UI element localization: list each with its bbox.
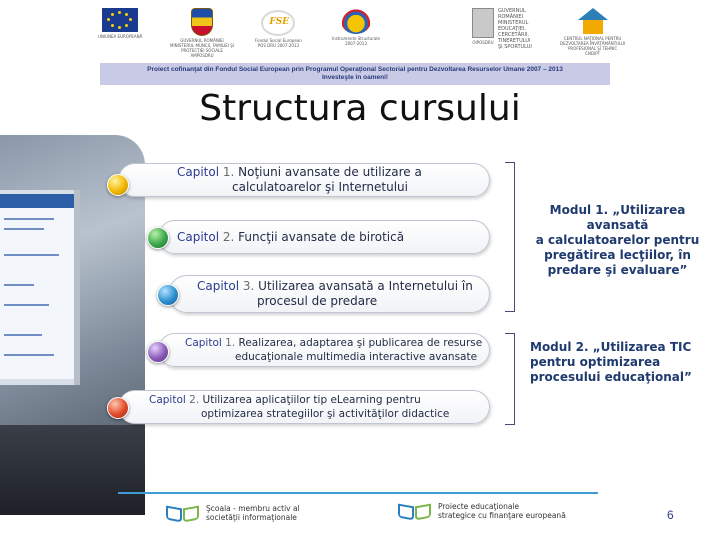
open-book-icon: [398, 501, 432, 521]
ministry-caption: GUVERNUL ROMÂNIEI MINISTERUL MUNCII, FAMILIEI ŞI PROTECŢIEI SOCIALE AMPOSDRU: [170, 38, 234, 58]
fse-logo: [255, 10, 302, 48]
module-2-title: Modul 2. „Utilizarea TIC pentru optimizarea procesului educaţional”: [530, 340, 692, 384]
banner-line-2: Investeşte în oameni!: [321, 74, 389, 81]
gov-edu-logo: [472, 8, 532, 50]
eu-caption: UNIUNEA EUROPEANĂ: [98, 34, 143, 39]
chapter-item: [158, 333, 490, 367]
footer-logo-left: [166, 503, 300, 523]
fse-caption: Fondul Social European POS DRU 2007-2013: [255, 38, 302, 48]
keyboard-icon: [0, 425, 145, 515]
footer-left-text: Şcoala - membru activ al societăţii informaţionale: [206, 504, 300, 522]
cofinancing-banner: [100, 63, 610, 85]
footer-logo-right: [398, 501, 566, 521]
blue-bullet-icon: [157, 284, 179, 306]
module-1-title: Modul 1. „Utilizarea avansată a calculatoarelor pentru pregătirea lecţiilor, în predare şi evaluare”: [535, 203, 700, 277]
cndipt-logo: [560, 8, 625, 56]
house-logo-icon: [578, 8, 608, 34]
chapter-item: [168, 275, 490, 313]
banner-line-1: Proiect cofinanţat din Fondul Social European prin Programul Operaţional Sectorial pentru Dezvoltarea Resurselor Umane 2007 – 2013: [147, 66, 563, 73]
footer-divider: [118, 492, 598, 494]
eu-flag-icon: [102, 8, 138, 32]
structural-instruments-icon: [341, 8, 371, 34]
structural-instruments-logo: [332, 8, 380, 46]
page-number: 6: [667, 508, 674, 522]
footer-right-text: Proiecte educaţionale strategice cu finanţare europeană: [438, 502, 566, 520]
instrumente-caption: Instrumente Structurale 2007-2013: [332, 36, 380, 46]
government-crest-icon: [472, 8, 494, 38]
open-book-icon: [166, 503, 200, 523]
module-2-bracket: [505, 333, 515, 425]
chapter-text: Capitol 2. Funcţii avansate de birotică: [177, 229, 405, 244]
chapter-text: Capitol 3. Utilizarea avansată a Internetului în procesul de predare: [197, 279, 473, 308]
romanian-crest-icon: [191, 8, 213, 36]
fse-logo-icon: [261, 10, 295, 36]
slide-title: Structura cursului: [199, 88, 521, 129]
chapter-item: [118, 390, 490, 424]
monitor-icon: [0, 190, 80, 385]
gov-edu-text: GUVERNUL ROMÂNIEI MINISTERUL EDUCAŢIEI, CERCETĂRII, TINERETULUI ŞI SPORTULUI: [498, 8, 532, 50]
chapter-text: Capitol 1. Realizarea, adaptarea şi publicarea de resurse educaţionale multimedia interactive avansate: [185, 337, 483, 363]
green-bullet-icon: [147, 227, 169, 249]
eu-logo: [98, 8, 142, 39]
chapter-item: [158, 220, 490, 254]
ministry-logo: [170, 8, 234, 58]
chapter-text: Capitol 1. Noţiuni avansate de utilizare a calculatoarelor şi Internetului: [177, 165, 422, 194]
gov-edu-caption: OIPOSDRU: [472, 40, 494, 45]
red-bullet-icon: [107, 397, 129, 419]
chapter-item: [118, 163, 490, 197]
yellow-bullet-icon: [107, 174, 129, 196]
module-1-bracket: [505, 162, 515, 312]
chapter-text: Capitol 2. Utilizarea aplicaţiilor tip eLearning pentru optimizarea strategiilor şi activităţilor didactice: [149, 394, 450, 420]
cndipt-caption: CENTRUL NAŢIONAL PENTRU DEZVOLTAREA ÎNVĂŢĂMÂNTULUI PROFESIONAL ŞI TEHNIC CNDIPT: [560, 36, 626, 56]
purple-bullet-icon: [147, 341, 169, 363]
